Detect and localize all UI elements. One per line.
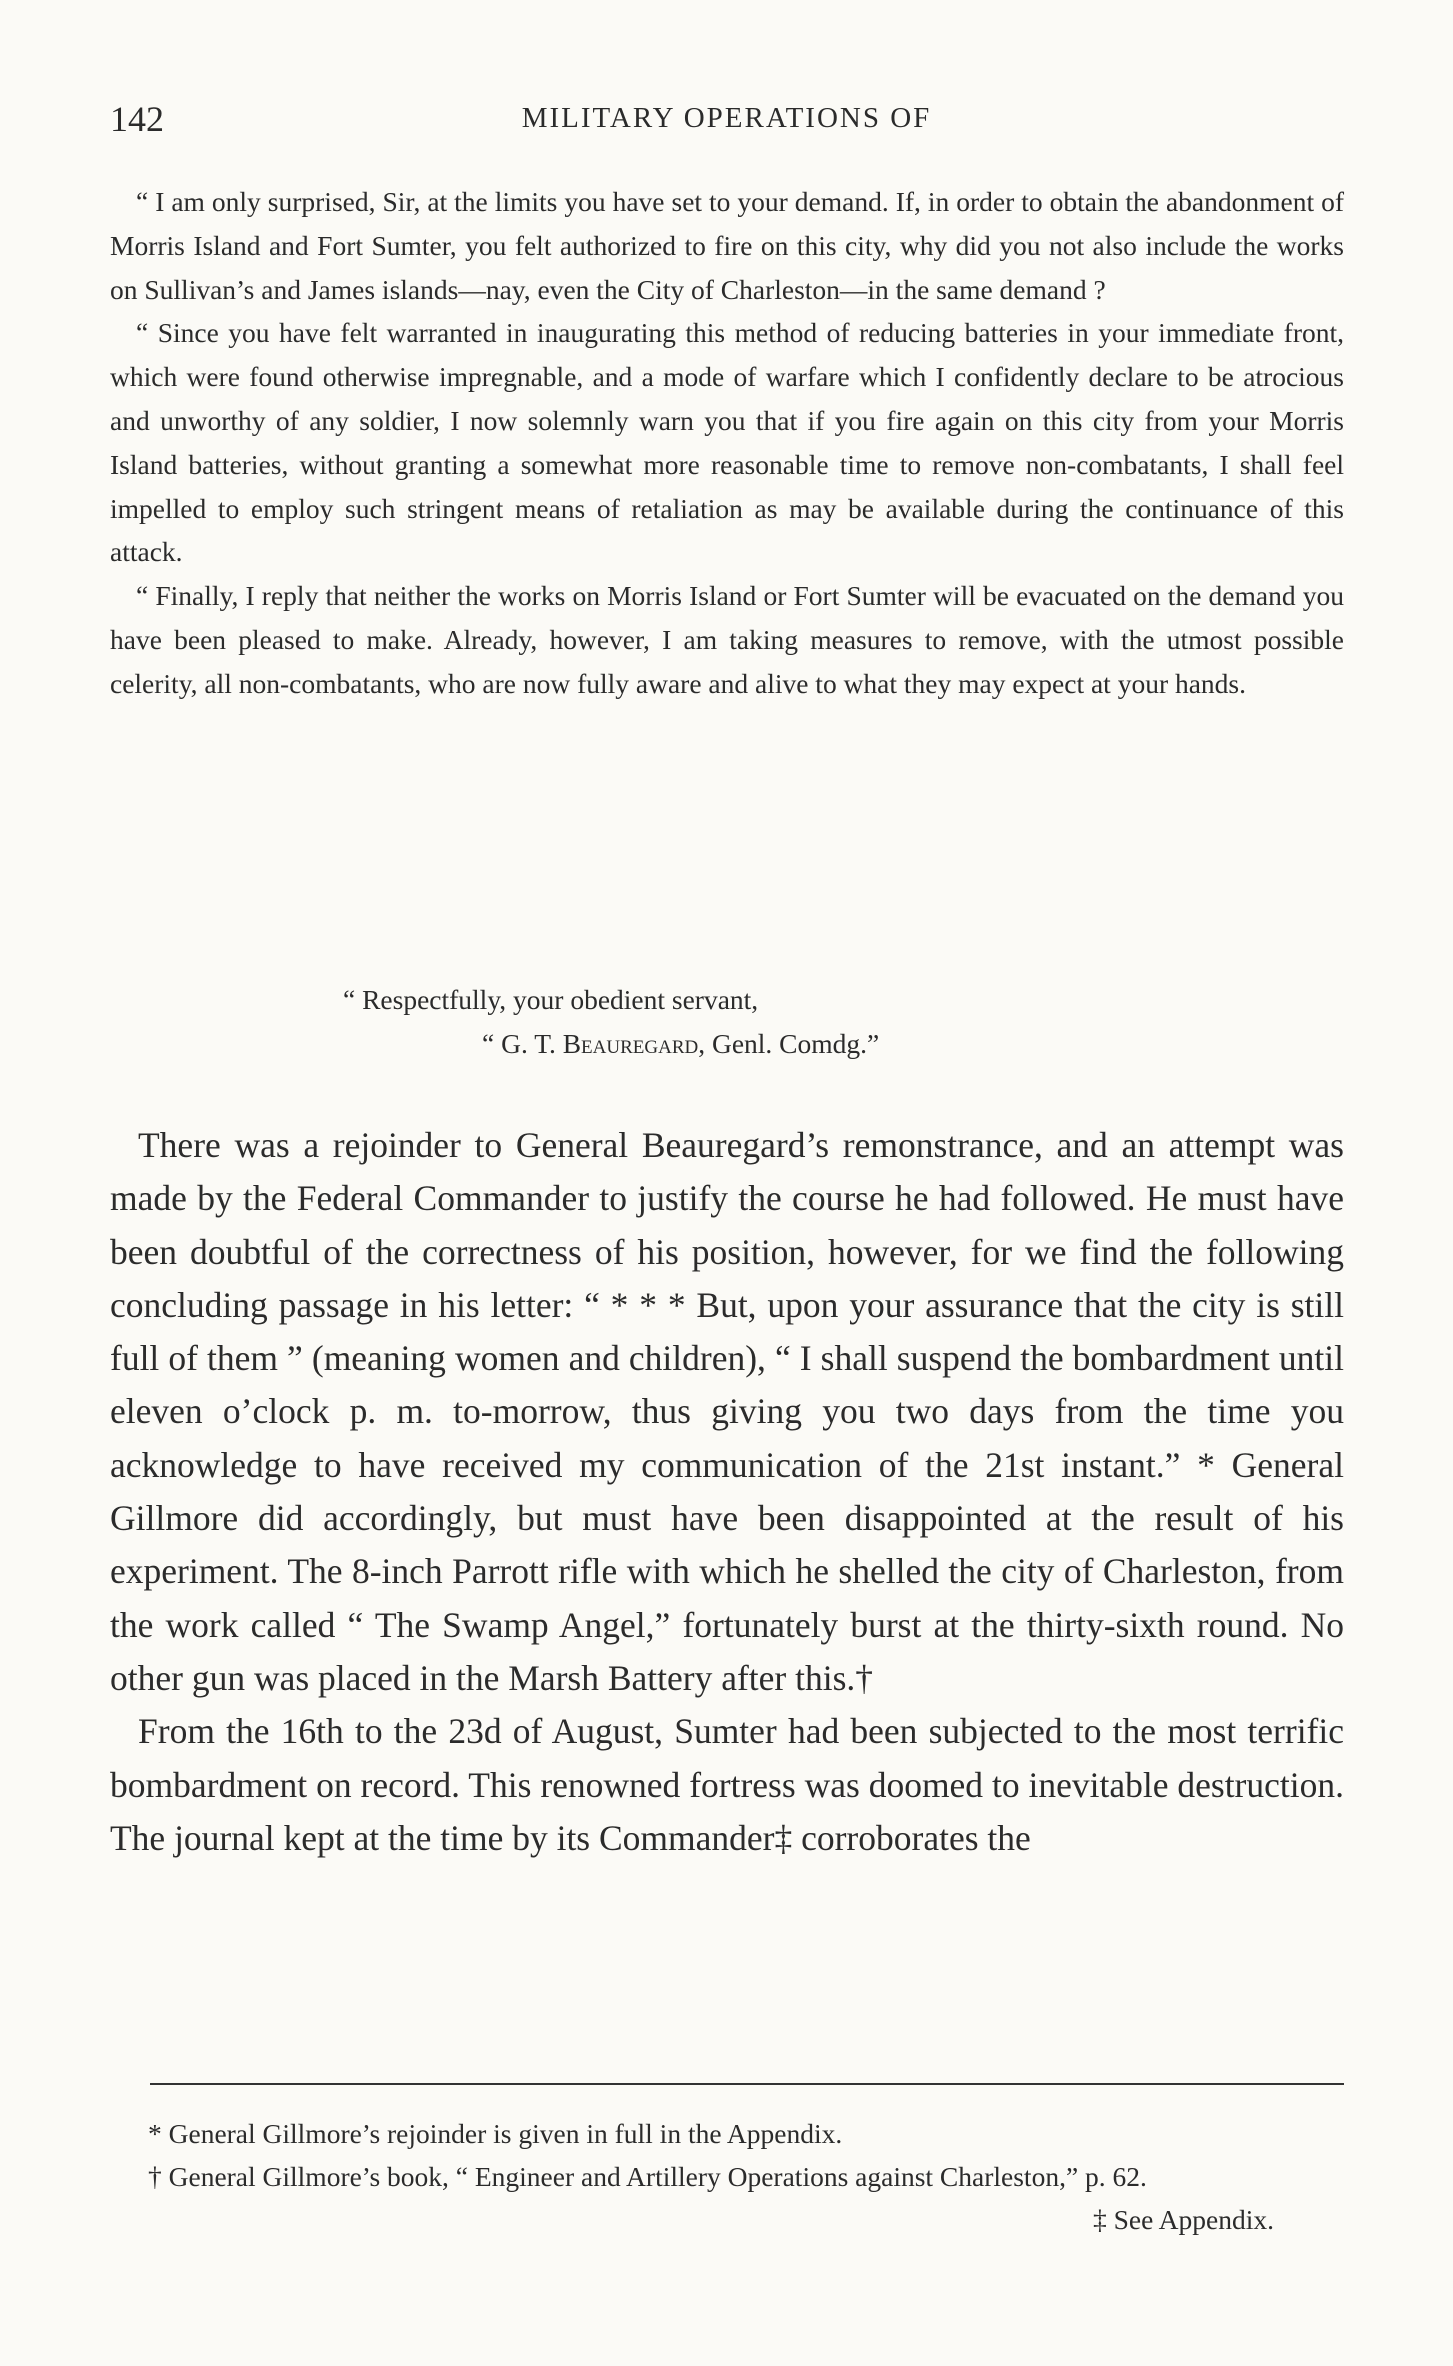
footnotes bbox=[110, 2112, 1344, 2241]
letter-paragraph: “ I am only surprised, Sir, at the limits you have set to your demand. If, in order to obtain the abandonment of Morris Island and Fort Sumter, you felt authorized to fire on this city, why did you not also include the works on Sullivan’s and James islands—nay, even the City of Charleston—in the same demand ? bbox=[110, 186, 1344, 305]
main-text bbox=[110, 1119, 1344, 1865]
letter-paragraph: “ Since you have felt warranted in inaugurating this method of reducing batteries in your immediate front, which were found otherwise impregnable, and a mode of warfare which I confidently declare to be atrocious and unworthy of any soldier, I now solemnly warn you that if you fire again on this city from your Morris Island batteries, without granting a somewhat more reasonable time to remove non-combatants, I shall feel impelled to employ such stringent means of retaliation as may be available during the continuance of this attack. bbox=[110, 317, 1344, 568]
footnote-rule bbox=[150, 2083, 1344, 2085]
letter-signature: “ G. T. Beauregard, Genl. Comdg.” bbox=[482, 1027, 880, 1059]
page-header bbox=[110, 98, 1343, 138]
body-paragraph: There was a rejoinder to General Beauregard’s remonstrance, and an attempt was made by the Federal Commander to justify the course he had followed. He must have been doubtful of the correctness of his position, however, for we find the following concluding passage in his letter: “ * * * But, upon your assurance that the city is still full of them ” (meaning women and children), “ I shall suspend the bombardment until eleven o’clock p. m. to-morrow, thus giving you two days from the time you acknowledge to have received my communication of the 21st instant.” * General Gillmore did accordingly, but must have been disappointed at the result of his experiment. The 8-inch Parrott rifle with which he shelled the city of Charleston, from the work called “ The Swamp Angel,” fortunately burst at the thirty-sixth round. No other gun was placed in the Marsh Battery after this.† bbox=[110, 1125, 1344, 1698]
footnote: ‡ See Appendix. bbox=[1092, 2204, 1274, 2235]
body-paragraph: From the 16th to the 23d of August, Sumter had been subjected to the most terrific bombardment on record. This renowned fortress was doomed to inevitable destruction. The journal kept at the time by its Commander‡ corroborates the bbox=[110, 1711, 1344, 1858]
signature-name: Beauregard bbox=[562, 1027, 699, 1059]
letter-paragraph: “ Finally, I reply that neither the works on Morris Island or Fort Sumter will be evacuated on the demand you have been pleased to make. Already, however, I am taking measures to remove, with the utmost possible celerity, all non-combatants, who are now fully aware and alive to what they may expect at your hands. bbox=[110, 580, 1344, 699]
letter-closing: “ Respectfully, your obedient servant, bbox=[343, 984, 759, 1015]
quoted-letter bbox=[110, 180, 1344, 706]
footnote: * General Gillmore’s rejoinder is given in full in the Appendix. bbox=[148, 2118, 843, 2149]
page-number: 142 bbox=[110, 99, 164, 139]
footnote: † General Gillmore’s book, “ Engineer and Artillery Operations against Charleston,” p. 62. bbox=[148, 2161, 1147, 2192]
letter-signoff bbox=[110, 978, 1344, 1066]
footnote-line bbox=[110, 2198, 1344, 2241]
running-head: MILITARY OPERATIONS OF bbox=[521, 102, 932, 134]
